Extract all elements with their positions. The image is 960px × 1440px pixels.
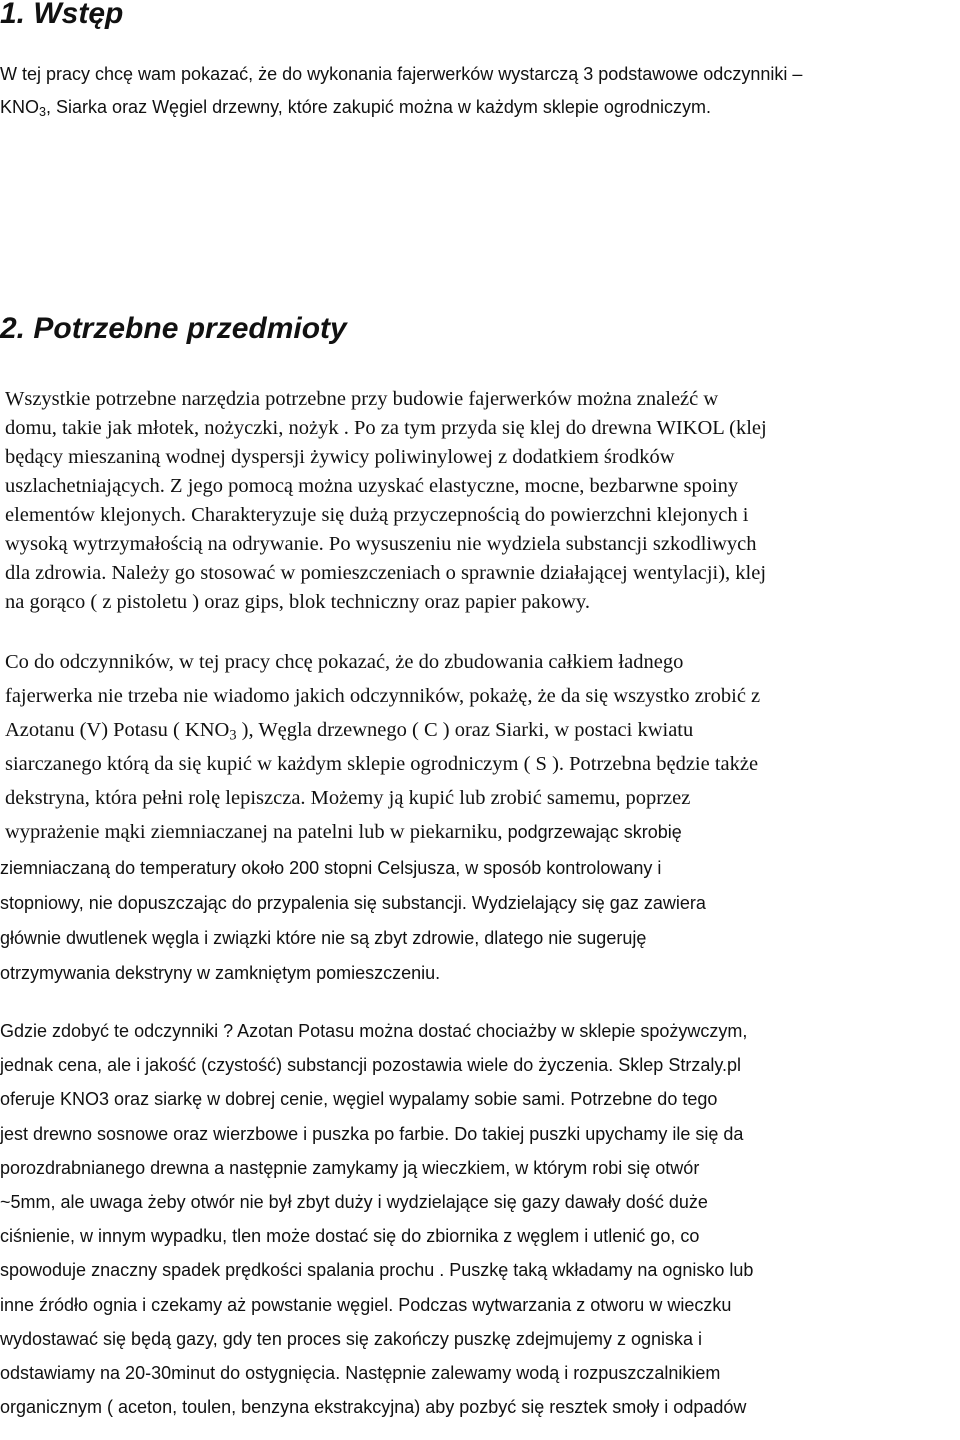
section-1-heading: 1. Wstęp bbox=[0, 0, 124, 30]
paragraph-line bbox=[5, 820, 682, 844]
text-run: ), Węgla drzewnego ( C ) oraz Siarki, w postaci kwiatu bbox=[236, 719, 694, 741]
paragraph-line: jednak cena, ale i jakość (czystość) substancji pozostawia wiele do życzenia. Sklep Strzaly.pl bbox=[0, 1055, 742, 1076]
text-run: siarczanego którą da się kupić w każdym sklepie ogrodniczym ( S ). Potrzebna będzie także bbox=[5, 753, 759, 775]
paragraph-line bbox=[5, 650, 683, 674]
text-run: fajerwerka nie trzeba nie wiadomo jakich odczynników, pokażę, że da się wszystko zrobić z bbox=[5, 685, 761, 707]
text-run: podgrzewając skrobię bbox=[507, 822, 682, 842]
subscript: 3 bbox=[39, 105, 47, 120]
paragraph-line: jest drewno sosnowe oraz wierzbowe i puszka po farbie. Do takiej puszki upychamy ile się da bbox=[0, 1123, 744, 1144]
paragraph-line: wysoką wytrzymałością na odrywanie. Po wysuszeniu nie wydziela substancji szkodliwych bbox=[5, 533, 757, 555]
text-run: , Siarka oraz Węgiel drzewny, które zakupić można w każdym sklepie ogrodniczym. bbox=[46, 97, 711, 117]
paragraph-line: dla zdrowia. Należy go stosować w pomieszczeniach o sprawnie działającej wentylacji), klej bbox=[5, 562, 767, 584]
paragraph-line: głównie dwutlenek węgla i związki które nie są zbyt zdrowie, dlatego nie sugeruję bbox=[0, 928, 647, 948]
paragraph-line: Wszystkie potrzebne narzędzia potrzebne przy budowie fajerwerków można znaleźć w bbox=[5, 388, 719, 410]
paragraph-line: organicznym ( aceton, toulen, benzyna ekstrakcyjna) aby pozbyć się resztek smoły i odpadów bbox=[0, 1397, 747, 1418]
paragraph-line bbox=[5, 752, 758, 776]
text-run: KNO bbox=[0, 97, 40, 117]
text-run: W tej pracy chcę wam pokazać, że do wykonania fajerwerków wystarczą 3 podstawowe odczynniki – bbox=[0, 64, 803, 84]
section-2-heading: 2. Potrzebne przedmioty bbox=[0, 312, 347, 345]
paragraph-line: ziemniaczaną do temperatury około 200 stopni Celsjusza, w sposób kontrolowany i bbox=[0, 858, 662, 878]
paragraph-line: Gdzie zdobyć te odczynniki ? Azotan Potasu można dostać chociażby w sklepie spożywczym, bbox=[0, 1021, 748, 1041]
paragraph-line: oferuje KNO3 oraz siarkę w dobrej cenie, węgiel wypalamy sobie sami. Potrzebne do tego bbox=[0, 1089, 718, 1110]
paragraph-line: ciśnienie, w innym wypadku, tlen może dostać się do zbiornika z węglem i utlenić go, co bbox=[0, 1226, 700, 1247]
paragraph-line: otrzymywania dekstryny w zamkniętym pomieszczeniu. bbox=[0, 963, 441, 983]
paragraph-line bbox=[5, 718, 693, 742]
paragraph-line bbox=[5, 684, 760, 708]
text-run: dekstryna, która pełni rolę lepiszcza. Możemy ją kupić lub zrobić samemu, poprzez bbox=[5, 787, 691, 809]
paragraph-line: porozdrabnianego drewna a następnie zamykamy ją wieczkiem, w którym robi się otwór bbox=[0, 1157, 700, 1178]
paragraph-line: będący mieszaniną wodnej dyspersji żywicy poliwinylowej z dodatkiem środków bbox=[5, 446, 675, 468]
paragraph-line: stopniowy, nie dopuszczając do przypalenia się substancji. Wydzielający się gaz zawiera bbox=[0, 893, 706, 913]
intro-line bbox=[0, 63, 802, 85]
paragraph-line: inne źródło ognia i czekamy aż powstanie węgiel. Podczas wytwarzania z otworu w wieczku bbox=[0, 1294, 732, 1315]
subscript: 3 bbox=[229, 727, 237, 744]
paragraph-line: ~5mm, ale uwaga żeby otwór nie był zbyt duży i wydzielające się gazy dawały dość duże bbox=[0, 1192, 708, 1212]
paragraph-line bbox=[5, 786, 690, 810]
paragraph-line: domu, takie jak młotek, nożyczki, nożyk . Po za tym przyda się klej do drewna WIKOL (klej bbox=[5, 417, 767, 439]
paragraph-line: wydostawać się będą gazy, gdy ten proces się zakończy puszkę zdejmujemy z ogniska i bbox=[0, 1328, 703, 1349]
text-run: wyprażenie mąki ziemniaczanej na patelni lub w piekarniku, bbox=[5, 821, 508, 843]
paragraph-line: na gorąco ( z pistoletu ) oraz gips, blok techniczny oraz papier pakowy. bbox=[5, 591, 590, 613]
paragraph-line: odstawiamy na 20-30minut do ostygnięcia. Następnie zalewamy wodą i rozpuszczalnikiem bbox=[0, 1363, 721, 1383]
paragraph-line: spowoduje znaczny spadek prędkości spalania prochu . Puszkę taką wkładamy na ognisko lub bbox=[0, 1260, 754, 1281]
text-run: Azotanu (V) Potasu ( KNO bbox=[5, 719, 230, 741]
paragraph-line: uszlachetniających. Z jego pomocą można uzyskać elastyczne, mocne, bezbarwne spoiny bbox=[5, 475, 739, 497]
intro-line bbox=[0, 96, 711, 118]
text-run: Co do odczynników, w tej pracy chcę pokazać, że do zbudowania całkiem ładnego bbox=[5, 651, 684, 673]
paragraph-line: elementów klejonych. Charakteryzuje się dużą przyczepnością do powierzchni klejonych i bbox=[5, 504, 749, 526]
